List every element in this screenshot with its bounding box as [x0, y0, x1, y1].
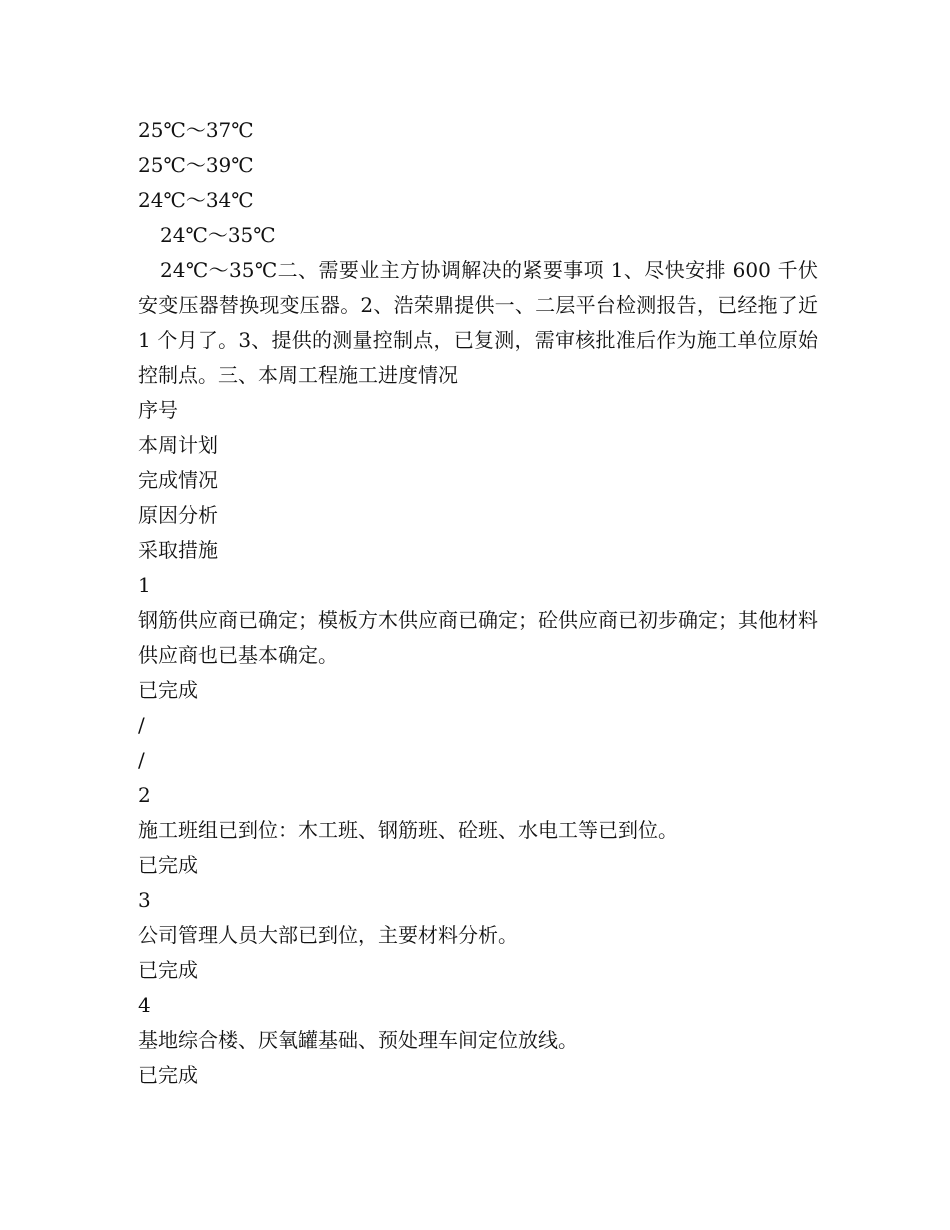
row-plan: 公司管理人员大部已到位，主要材料分析。	[138, 923, 518, 947]
table-row	[138, 988, 818, 1093]
body-paragraph: 24℃～35℃二、需要业主方协调解决的紧要事项 1、尽快安排 600 千伏安变压器替换现变压器。2、浩荣鼎提供一、二层平台检测报告，已经拖了近 1 个月了。3、提供的测量控制点，已复测，需审核批准后作为施工单位原始控制点。三、本周工程施工进度情况	[138, 258, 818, 387]
table-header-plan: 本周计划	[138, 433, 218, 457]
table-row	[138, 883, 818, 988]
table-header-measure: 采取措施	[138, 538, 218, 562]
table-row	[138, 778, 818, 883]
table-header-index: 序号	[138, 398, 178, 422]
row-status: 已完成	[138, 853, 198, 877]
row-status: 已完成	[138, 1063, 198, 1087]
temperature-line: 25℃～39℃	[138, 153, 254, 177]
row-plan: 基地综合楼、厌氧罐基础、预处理车间定位放线。	[138, 1028, 578, 1052]
row-number: 4	[138, 993, 151, 1017]
document-page	[138, 113, 818, 1093]
row-number: 3	[138, 888, 151, 912]
row-plan: 施工班组已到位：木工班、钢筋班、砼班、水电工等已到位。	[138, 818, 678, 842]
temperature-line: 25℃～37℃	[138, 118, 254, 142]
row-number: 2	[138, 783, 151, 807]
row-number: 1	[138, 573, 151, 597]
row-status: 已完成	[138, 678, 198, 702]
temperature-line: 24℃～35℃	[160, 223, 276, 247]
row-plan: 钢筋供应商已确定；模板方木供应商已确定；砼供应商已初步确定；其他材料供应商也已基本确定。	[138, 608, 818, 667]
temperature-line: 24℃～34℃	[138, 188, 254, 212]
row-status: 已完成	[138, 958, 198, 982]
table-header-reason: 原因分析	[138, 503, 218, 527]
table-row	[138, 568, 818, 778]
row-measure: /	[138, 748, 145, 772]
table-header-status: 完成情况	[138, 468, 218, 492]
row-reason: /	[138, 713, 145, 737]
